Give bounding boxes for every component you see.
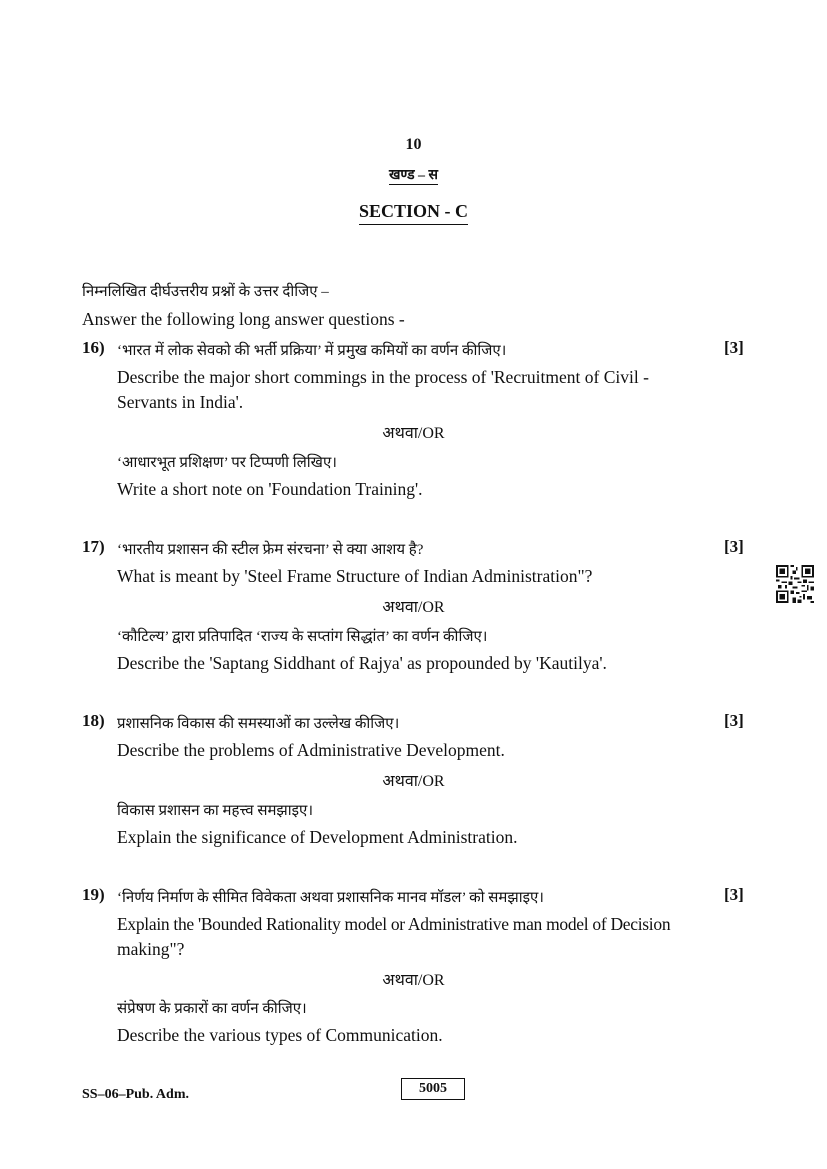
question-number: 19) bbox=[82, 885, 105, 904]
question-english-line2: making"? bbox=[117, 939, 185, 959]
question-english-line1: What is meant by 'Steel Frame Structure of Indian Administration"? bbox=[117, 566, 593, 586]
footer-paper-code: SS–06–Pub. Adm. bbox=[82, 1087, 189, 1102]
question-number: 18) bbox=[82, 711, 105, 730]
question-hindi: ‘भारतीय प्रशासन की स्टील फ्रेम संरचना’ से क्या आशय है? bbox=[117, 542, 424, 558]
section-title-english-text: SECTION - C bbox=[359, 201, 468, 225]
question-english-line1: Describe the problems of Administrative Development. bbox=[117, 740, 505, 760]
question-marks: [3] bbox=[724, 537, 744, 556]
or-separator: अथवा/OR bbox=[382, 599, 445, 616]
alternative-english: Describe the 'Saptang Siddhant of Rajya' as propounded by 'Kautilya'. bbox=[117, 653, 607, 673]
alternative-hindi: विकास प्रशासन का महत्त्व समझाइए। bbox=[117, 803, 314, 819]
question-hindi: ‘भारत में लोक सेवको की भर्ती प्रक्रिया’ में प्रमुख कमियों का वर्णन कीजिए। bbox=[117, 343, 507, 359]
question-english-line2: Servants in India'. bbox=[117, 392, 244, 412]
instruction-hindi: निम्नलिखित दीर्घउत्तरीय प्रश्नों के उत्तर दीजिए – bbox=[82, 284, 329, 300]
page-number: 10 bbox=[405, 136, 422, 153]
section-title-english bbox=[0, 201, 827, 222]
question-marks: [3] bbox=[724, 885, 744, 904]
or-separator: अथवा/OR bbox=[382, 425, 445, 442]
footer-code-box: 5005 bbox=[401, 1078, 465, 1100]
question-english-line1: Describe the major short commings in the process of 'Recruitment of Civil - bbox=[117, 367, 649, 387]
or-separator: अथवा/OR bbox=[382, 972, 445, 989]
question-hindi: ‘निर्णय निर्माण के सीमित विवेकता अथवा प्रशासनिक मानव मॉडल’ को समझाइए। bbox=[117, 890, 544, 906]
question-hindi: प्रशासनिक विकास की समस्याओं का उल्लेख कीजिए। bbox=[117, 716, 400, 732]
question-number: 17) bbox=[82, 537, 105, 556]
question-marks: [3] bbox=[724, 711, 744, 730]
or-separator: अथवा/OR bbox=[382, 773, 445, 790]
alternative-english: Describe the various types of Communication. bbox=[117, 1025, 443, 1045]
instruction-english: Answer the following long answer questions - bbox=[82, 309, 405, 329]
section-title-hindi bbox=[0, 165, 827, 184]
question-marks: [3] bbox=[724, 338, 744, 357]
qr-code-icon bbox=[776, 565, 814, 603]
question-english-line1: Explain the 'Bounded Rationality model or Administrative man model of Decision bbox=[117, 914, 671, 934]
alternative-english: Write a short note on 'Foundation Training'. bbox=[117, 479, 423, 499]
alternative-hindi: ‘आधारभूत प्रशिक्षण’ पर टिप्पणी लिखिए। bbox=[117, 455, 337, 471]
alternative-hindi: संप्रेषण के प्रकारों का वर्णन कीजिए। bbox=[117, 1001, 307, 1017]
alternative-english: Explain the significance of Development Administration. bbox=[117, 827, 518, 847]
alternative-hindi: ‘कौटिल्य’ द्वारा प्रतिपादित ‘राज्य के सप्तांग सिद्धांत’ का वर्णन कीजिए। bbox=[117, 629, 488, 645]
section-title-hindi-text: खण्ड – स bbox=[388, 168, 439, 183]
question-number: 16) bbox=[82, 338, 105, 357]
